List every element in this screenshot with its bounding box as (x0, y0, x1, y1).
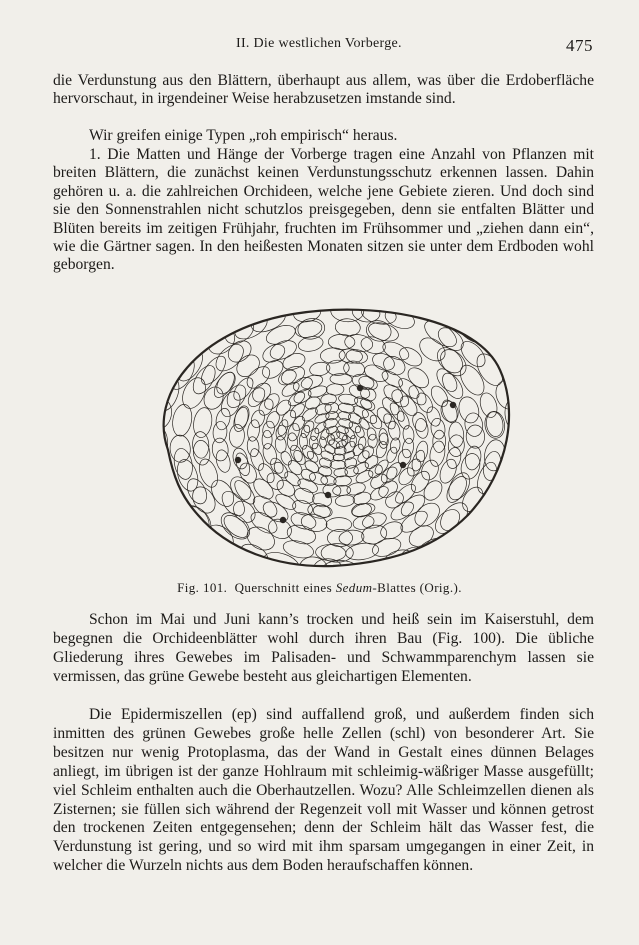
leaf-cell (357, 417, 371, 432)
caption-species: Sedum (335, 580, 373, 595)
leaf-cell (396, 543, 429, 572)
leaf-cell (274, 436, 287, 454)
leaf-cell (286, 422, 301, 442)
vascular-bundle-dot (450, 402, 456, 408)
leaf-cross-section-drawing (138, 300, 528, 575)
leaf-cell (261, 420, 276, 439)
leaf-cell (188, 534, 231, 574)
leaf-cell (138, 373, 159, 409)
leaf-cell (378, 464, 400, 486)
leaf-cell (154, 375, 183, 413)
leaf-cell (232, 351, 263, 382)
leaf-cell (211, 437, 229, 461)
leaf-cell (312, 504, 333, 519)
leaf-cell (264, 322, 298, 348)
vascular-bundle-dot (280, 517, 286, 523)
leaf-cell (332, 485, 351, 496)
leaf-cell (445, 469, 474, 503)
vascular-bundle-dot (235, 457, 241, 463)
leaf-cell (328, 334, 355, 350)
leaf-cell (465, 498, 501, 538)
leaf-cell (420, 316, 461, 352)
leaf-cell (192, 439, 211, 466)
leaf-cell (279, 300, 315, 309)
leaf-cell (291, 498, 315, 518)
leaf-cell (517, 371, 528, 409)
leaf-cell (430, 417, 447, 440)
leaf-cell (334, 300, 374, 306)
leaf-cell (336, 425, 349, 435)
leaf-cell (504, 441, 528, 478)
paragraph-kaiserstuhl-text: Schon im Mai und Juni kann’s trocken und heiß sein im Kaiserstuhl, dem begegnen die Orchideenblätter wohl durch ihren Bau (Fig. 100). Die übliche Gliederung ihres Gewebes im Palisaden- und Schwammparenchym lassen sie vermissen, das grüne Gewebe besteht aus gleichartigen Elementen. (53, 611, 594, 685)
leaf-cell (248, 305, 288, 336)
leaf-cell (236, 460, 259, 486)
leaf-cell (363, 453, 381, 471)
leaf-cell (451, 510, 488, 547)
vascular-bundle-dot (357, 385, 363, 391)
paragraph-matten (53, 146, 594, 275)
leaf-cell (196, 457, 221, 490)
leaf-cell (396, 465, 417, 488)
leaf-cell (262, 430, 272, 449)
leaf-cell (482, 331, 516, 367)
leaf-cross-section-figure (138, 300, 528, 575)
leaf-cell (249, 408, 267, 429)
leaf-cell (319, 428, 331, 441)
leaf-cell (395, 375, 422, 402)
vascular-bundle-dot (325, 492, 331, 498)
leaf-cell (224, 336, 255, 366)
leaf-cell (219, 300, 264, 330)
leaf-cell (279, 450, 294, 467)
leaf-cell (335, 318, 361, 337)
leaf-cell (509, 423, 528, 460)
leaf-cell (330, 300, 364, 323)
leaf-cell (408, 468, 433, 496)
leaf-cell (260, 498, 292, 526)
leaf-cell (147, 500, 187, 543)
leaf-cell (216, 508, 254, 545)
leaf-cell (467, 520, 508, 562)
leaf-cell (212, 421, 228, 444)
leaf-cell (379, 368, 405, 390)
leaf-cell (276, 367, 299, 388)
leaf-cell (264, 470, 287, 493)
leaf-cell (415, 333, 449, 365)
leaf-cell (328, 300, 368, 305)
leaf-cell (147, 397, 174, 430)
leaf-cell (382, 488, 406, 511)
paragraph-intro-text: Wir greifen einige Typen „roh empirisch“ heraus. (89, 127, 398, 144)
leaf-cell (221, 315, 258, 349)
paragraph-intro (53, 127, 594, 145)
leaf-cell (218, 389, 244, 420)
leaf-cell (489, 506, 523, 543)
leaf-cell (323, 443, 337, 455)
leaf-cell (335, 494, 355, 507)
leaf-cell (246, 419, 261, 442)
page-number: 475 (566, 36, 593, 55)
leaf-cell (138, 424, 144, 456)
leaf-cell (330, 460, 346, 469)
leaf-cell (500, 449, 528, 489)
paragraph-epidermis (53, 706, 594, 876)
cell-network (138, 300, 528, 575)
leaf-cell (489, 503, 527, 544)
leaf-cell (439, 398, 460, 425)
leaf-cell (326, 383, 344, 395)
leaf-cell (382, 305, 417, 332)
leaf-cell (523, 454, 528, 498)
leaf-cell (360, 407, 380, 426)
leaf-cell (389, 561, 427, 575)
leaf-cell (396, 559, 437, 575)
caption-prefix: Fig. 101. (177, 580, 228, 595)
vascular-bundle-dot (400, 462, 406, 468)
leaf-cell (443, 538, 483, 575)
leaf-cell (445, 446, 463, 470)
leaf-cell (309, 361, 331, 378)
leaf-cell (255, 564, 291, 575)
leaf-cell (231, 310, 271, 344)
leaf-cell (200, 384, 226, 413)
running-title: II. Die westlichen Vorberge. (236, 36, 402, 51)
leaf-cell (268, 456, 286, 476)
leaf-cell (144, 496, 181, 537)
figure-caption (0, 580, 639, 596)
leaf-cell (259, 357, 286, 382)
paragraph-epidermis-text: Die Epidermiszellen (ep) sind auffallend groß, und außerdem finden sich inmitten des grünen Gewebes große helle Zellen (schl) von besonderer Art. Sie besitzen nur wenig Protoplasma, das der Wand in Gestalt eines dünnen Belages anliegt, im übrigen ist der ganze Hohlraum mit schleimig-wäßriger Masse ausgefüllt; viel Schleim enthalten auch die Oberhautzellen. Wozu? Alle Schleimzellen dienen als Zisternen; sie füllen sich während der Regenzeit voll mit Wasser und können getrost den trockenen Zeiten entgegensehen; denn der Schleim hält das Wasser fest, die Verdunstung ist gering, und so wird mit ihm sparsam umgegangen in einer Zeit, in welcher die Wurzeln nichts aus dem Boden heraufschaffen können. (53, 706, 594, 875)
leaf-cell (197, 352, 230, 388)
leaf-cell (138, 420, 144, 458)
leaf-cell (448, 434, 465, 457)
leaf-cell (396, 344, 425, 370)
leaf-cell (214, 448, 232, 473)
leaf-cell (506, 481, 528, 523)
leaf-cell (289, 510, 318, 532)
leaf-cell (362, 362, 390, 385)
caption-text: Querschnitt eines (234, 580, 333, 595)
leaf-cell (359, 301, 398, 327)
running-head (0, 34, 639, 58)
leaf-cell (267, 337, 299, 363)
leaf-cell (274, 477, 298, 500)
leaf-cell (264, 410, 282, 430)
leaf-cell (138, 461, 156, 504)
leaf-cell (247, 508, 280, 537)
leaf-cell (464, 445, 483, 471)
leaf-cell (388, 386, 411, 410)
leaf-cell (366, 462, 385, 480)
leaf-cell (214, 407, 232, 431)
leaf-cell (191, 406, 214, 439)
paragraph-continuation: die Verdunstung aus den Blättern, überhaupt aus allem, was über die Erdoberfläche hervorschaut, in irgendeiner Weise herabzusetzen imstande sind. (53, 72, 594, 108)
leaf-cell (138, 442, 148, 478)
leaf-cell (523, 385, 528, 423)
leaf-cell (203, 323, 240, 359)
leaf-cell (437, 457, 460, 486)
leaf-cell (397, 507, 430, 536)
paragraph-matten-text: 1. Die Matten und Hänge der Vorberge tragen eine Anzahl von Pflanzen mit breiten Blättern, die zunächst keinen Verdunstungsschutz erkennen lassen. Dahin gehören u. a. die zahlreichen Orchideen, welche jene Gebiete zieren. Und doch sind sie den Sonnenstrahlen nicht schutzlos preisgegeben, denn sie entfalten Blätter und Blüten bereits im zeitigen Frühjahr, fruchten im Frühsommer und „ziehen dann ein“, wie die Gärtner sagen. In den heißesten Monaten sitzen sie unter dem Erdboden wohl geborgen. (53, 146, 594, 274)
leaf-cell (138, 398, 147, 437)
leaf-cell (428, 383, 451, 409)
leaf-cell (443, 473, 471, 505)
leaf-cell (309, 427, 320, 442)
leaf-cell (502, 397, 528, 435)
leaf-cell (456, 394, 482, 425)
leaf-cell (177, 501, 214, 540)
leaf-cell (170, 403, 194, 438)
leaf-cell (295, 572, 335, 575)
leaf-cell (337, 417, 354, 430)
leaf-cell (414, 440, 429, 463)
paragraph-kaiserstuhl (53, 611, 594, 687)
leaf-cell (246, 436, 260, 457)
leaf-cell (308, 470, 330, 487)
leaf-cell (287, 433, 298, 451)
leaf-cell (490, 339, 527, 378)
leaf-cell (310, 442, 323, 457)
leaf-cell (178, 374, 210, 412)
leaf-cell (414, 417, 430, 439)
leaf-cell (292, 485, 316, 506)
caption-suffix: -Blattes (Orig.). (372, 580, 462, 595)
